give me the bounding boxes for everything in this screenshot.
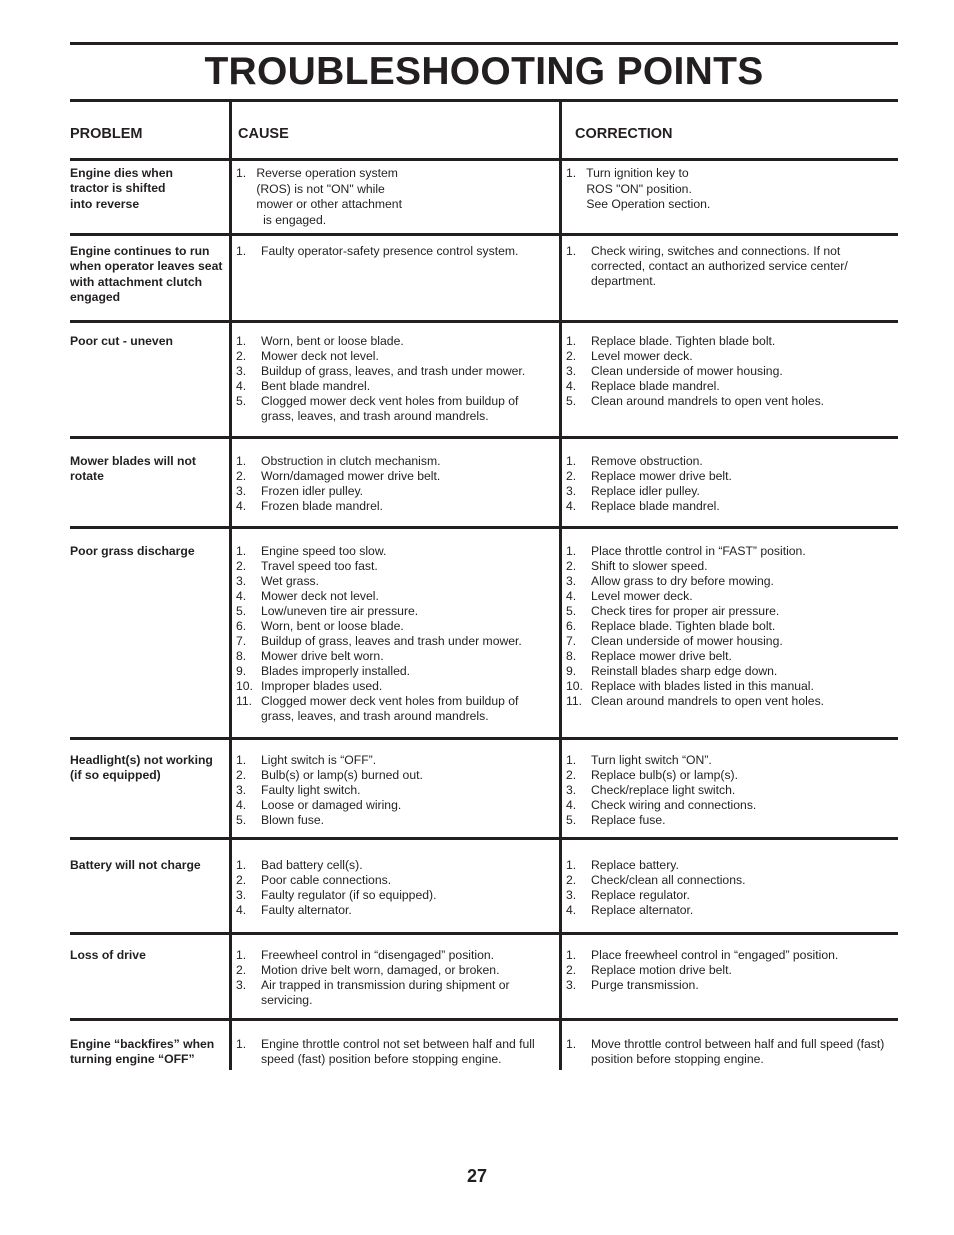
item-number: 4. — [236, 903, 247, 917]
cause-text: Travel speed too fast. — [261, 559, 378, 573]
correction-text: Replace regulator. — [591, 888, 690, 902]
item-number: 1. — [236, 244, 247, 258]
correction-line: ROS "ON" position. — [566, 181, 692, 196]
cause-text: Worn/damaged mower drive belt. — [261, 469, 441, 483]
cause-item — [236, 873, 551, 888]
correction-text: Check/replace light switch. — [591, 783, 736, 797]
item-number: 3. — [566, 783, 577, 797]
problem-cell — [70, 454, 230, 485]
item-number: 2. — [236, 469, 247, 483]
correction-list — [566, 454, 886, 514]
cause-item — [236, 858, 551, 873]
item-number: 4. — [236, 798, 247, 812]
top-rule — [70, 42, 898, 45]
cause-text: Low/uneven tire air pressure. — [261, 604, 419, 618]
correction-text: Level mower deck. — [591, 589, 693, 603]
correction-text: Reinstall blades sharp edge down. — [591, 664, 778, 678]
correction-item — [566, 978, 886, 993]
correction-item — [566, 334, 886, 349]
correction-item — [566, 888, 886, 903]
item-number: 4. — [566, 589, 577, 603]
cause-item — [236, 1037, 551, 1067]
item-number: 9. — [236, 664, 247, 678]
correction-item — [566, 903, 886, 918]
cause-item — [236, 664, 551, 679]
cause-line: mower or other attachment — [236, 197, 402, 211]
item-number: 10. — [236, 679, 253, 693]
cause-item — [236, 364, 551, 379]
correction-cell — [566, 166, 886, 213]
problem-line: engaged — [70, 289, 121, 304]
cause-item — [236, 589, 551, 604]
correction-text: Replace alternator. — [591, 903, 694, 917]
row-separator — [70, 526, 898, 529]
cause-text: Bulb(s) or lamp(s) burned out. — [261, 768, 423, 782]
correction-text: Replace mower drive belt. — [591, 469, 732, 483]
problem-line: with attachment clutch — [70, 274, 203, 289]
item-number: 2. — [236, 768, 247, 782]
row-separator — [70, 436, 898, 439]
item-number: 3. — [236, 783, 247, 797]
problem-line: (if so equipped) — [70, 768, 161, 783]
row-separator — [70, 233, 898, 236]
cause-item — [236, 574, 551, 589]
problem-line: Engine “backfires” when — [70, 1037, 215, 1051]
cause-item — [236, 634, 551, 649]
header-correction: CORRECTION — [575, 126, 673, 142]
item-number: 5. — [566, 604, 577, 618]
correction-text: Remove obstruction. — [591, 454, 703, 468]
item-number: 3. — [566, 364, 577, 378]
cause-text: Clogged mower deck vent holes from buildup of grass, leaves, and trash around mandrels. — [261, 694, 519, 723]
cause-text: Blades improperly installed. — [261, 664, 411, 678]
correction-item — [566, 798, 886, 813]
problem-cell — [70, 858, 230, 873]
cause-item — [236, 679, 551, 694]
correction-text: Level mower deck. — [591, 349, 693, 363]
problem-line: into reverse — [70, 196, 140, 211]
title-rule — [70, 99, 898, 102]
item-number: 5. — [236, 394, 247, 408]
cause-text: Engine speed too slow. — [261, 544, 387, 558]
correction-item — [566, 604, 886, 619]
correction-item — [566, 1037, 886, 1067]
correction-text: Replace mower drive belt. — [591, 649, 732, 663]
correction-list — [566, 753, 886, 828]
cause-item — [236, 454, 551, 469]
cause-item — [236, 499, 551, 514]
cause-item — [236, 813, 551, 828]
item-number: 1. — [566, 858, 577, 872]
problem-line: tractor is shifted — [70, 181, 166, 196]
row-separator — [70, 158, 898, 161]
item-number: 2. — [236, 873, 247, 887]
cause-text: Wet grass. — [261, 574, 320, 588]
correction-item — [566, 379, 886, 394]
item-number: 2. — [566, 873, 577, 887]
cause-item — [236, 768, 551, 783]
item-number: 2. — [566, 768, 577, 782]
cause-item — [236, 334, 551, 349]
correction-item — [566, 963, 886, 978]
row-separator — [70, 737, 898, 740]
item-number: 1. — [566, 544, 577, 558]
correction-item — [566, 574, 886, 589]
cause-list — [236, 454, 551, 514]
correction-item — [566, 679, 886, 694]
correction-item — [566, 948, 886, 963]
problem-line: rotate — [70, 469, 104, 484]
item-number: 4. — [566, 903, 577, 917]
page-number: 27 — [466, 1166, 488, 1186]
correction-list — [566, 244, 886, 289]
cause-text: Worn, bent or loose blade. — [261, 334, 404, 348]
cause-item — [236, 604, 551, 619]
item-number: 2. — [566, 349, 577, 363]
item-number: 3. — [236, 484, 247, 498]
correction-item — [566, 589, 886, 604]
item-number: 2. — [236, 559, 247, 573]
item-number: 1. — [236, 948, 247, 962]
correction-list — [566, 544, 886, 709]
cause-item — [236, 484, 551, 499]
item-number: 7. — [236, 634, 247, 648]
problem-cell — [70, 544, 230, 559]
correction-item — [566, 619, 886, 634]
row-separator — [70, 320, 898, 323]
problem-cell — [70, 334, 230, 349]
page-title: TROUBLESHOOTING POINTS — [204, 50, 764, 93]
item-number: 3. — [566, 978, 577, 992]
correction-item — [566, 244, 886, 289]
item-number: 6. — [566, 619, 577, 633]
item-number: 1. — [566, 948, 577, 962]
item-number: 1. — [566, 334, 577, 348]
cause-list — [236, 1037, 551, 1067]
cause-list — [236, 753, 551, 828]
item-number: 4. — [566, 379, 577, 393]
cause-item — [236, 649, 551, 664]
item-number: 11. — [566, 694, 583, 708]
cause-item — [236, 619, 551, 634]
correction-item — [566, 484, 886, 499]
item-number: 1. — [236, 454, 247, 468]
column-divider-2 — [559, 102, 562, 1070]
correction-line: 1. Turn ignition key to — [566, 166, 689, 180]
item-number: 5. — [566, 394, 577, 408]
item-number: 1. — [236, 334, 247, 348]
correction-item — [566, 813, 886, 828]
correction-text: Replace blade mandrel. — [591, 379, 720, 393]
problem-line: when operator leaves seat — [70, 259, 223, 274]
correction-item — [566, 499, 886, 514]
cause-text: Mower deck not level. — [261, 589, 379, 603]
cause-text: Bad battery cell(s). — [261, 858, 363, 872]
cause-item — [236, 783, 551, 798]
item-number: 1. — [236, 544, 247, 558]
item-number: 3. — [566, 484, 577, 498]
item-number: 4. — [566, 798, 577, 812]
cause-text: Obstruction in clutch mechanism. — [261, 454, 441, 468]
correction-list — [566, 858, 886, 918]
cause-text: Mower deck not level. — [261, 349, 379, 363]
item-number: 2. — [236, 349, 247, 363]
cause-item — [236, 888, 551, 903]
item-number: 4. — [566, 499, 577, 513]
cause-item — [236, 379, 551, 394]
item-number: 3. — [566, 574, 577, 588]
cause-item — [236, 694, 551, 724]
cause-text: Frozen blade mandrel. — [261, 499, 383, 513]
correction-text: Clean underside of mower housing. — [591, 364, 783, 378]
correction-text: Allow grass to dry before mowing. — [591, 574, 774, 588]
cause-item — [236, 753, 551, 768]
cause-text: Engine throttle control not set between half and full speed (fast) position before stopping engine. — [261, 1037, 535, 1066]
cause-item — [236, 394, 551, 424]
item-number: 5. — [566, 813, 577, 827]
cause-text: Light switch is “OFF”. — [261, 753, 377, 767]
correction-text: Purge transmission. — [591, 978, 699, 992]
problem-line: Engine dies when — [70, 166, 173, 180]
cause-text: Faulty alternator. — [261, 903, 352, 917]
item-number: 7. — [566, 634, 577, 648]
cause-item — [236, 244, 551, 259]
correction-text: Replace idler pulley. — [591, 484, 700, 498]
item-number: 2. — [566, 559, 577, 573]
cause-text: Loose or damaged wiring. — [261, 798, 402, 812]
correction-item — [566, 544, 886, 559]
problem-line: Poor cut - uneven — [70, 334, 173, 348]
cause-line: (ROS) is not "ON" while — [236, 181, 385, 196]
correction-item — [566, 454, 886, 469]
item-number: 3. — [236, 978, 247, 992]
item-number: 8. — [236, 649, 247, 663]
correction-line: See Operation section. — [566, 197, 711, 211]
correction-item — [566, 753, 886, 768]
problem-line: Poor grass discharge — [70, 544, 195, 558]
cause-text: Freewheel control in “disengaged” position. — [261, 948, 495, 962]
cause-text: Blown fuse. — [261, 813, 325, 827]
correction-item — [566, 349, 886, 364]
correction-item — [566, 858, 886, 873]
correction-text: Replace blade. Tighten blade bolt. — [591, 619, 776, 633]
problem-cell — [70, 753, 230, 784]
cause-list — [236, 858, 551, 918]
problem-cell — [70, 948, 230, 963]
problem-cell — [70, 1037, 230, 1068]
correction-text: Clean around mandrels to open vent holes. — [591, 394, 825, 408]
correction-list — [566, 1037, 886, 1067]
cause-list — [236, 948, 551, 1008]
item-number: 2. — [566, 469, 577, 483]
row-separator — [70, 932, 898, 935]
cause-list — [236, 244, 551, 259]
correction-text: Clean underside of mower housing. — [591, 634, 783, 648]
correction-item — [566, 469, 886, 484]
cause-line: is engaged. — [236, 212, 327, 227]
item-number: 1. — [566, 454, 577, 468]
correction-text: Replace fuse. — [591, 813, 666, 827]
correction-text: Check wiring, switches and connections. If not corrected, contact an authorized service center/ department. — [591, 244, 848, 288]
item-number: 4. — [236, 589, 247, 603]
item-number: 10. — [566, 679, 583, 693]
cause-item — [236, 469, 551, 484]
correction-list — [566, 948, 886, 993]
item-number: 4. — [236, 499, 247, 513]
cause-item — [236, 963, 551, 978]
item-number: 1. — [236, 753, 247, 767]
cause-text: Frozen idler pulley. — [261, 484, 364, 498]
problem-line: Battery will not charge — [70, 858, 201, 872]
item-number: 1. — [236, 858, 247, 872]
correction-text: Replace blade. Tighten blade bolt. — [591, 334, 776, 348]
cause-text: Worn, bent or loose blade. — [261, 619, 404, 633]
correction-text: Shift to slower speed. — [591, 559, 708, 573]
item-number: 1. — [566, 753, 577, 767]
correction-text: Replace bulb(s) or lamp(s). — [591, 768, 738, 782]
correction-text: Turn light switch “ON”. — [591, 753, 712, 767]
cause-text: Poor cable connections. — [261, 873, 392, 887]
row-separator — [70, 837, 898, 840]
row-separator — [70, 1018, 898, 1021]
cause-text: Buildup of grass, leaves, and trash under mower. — [261, 364, 526, 378]
item-number: 2. — [236, 963, 247, 977]
cause-list — [236, 334, 551, 424]
correction-item — [566, 664, 886, 679]
item-number: 2. — [566, 963, 577, 977]
cause-item — [236, 903, 551, 918]
cause-item — [236, 798, 551, 813]
cause-item — [236, 349, 551, 364]
item-number: 1. — [236, 1037, 247, 1051]
item-number: 5. — [236, 813, 247, 827]
item-number: 11. — [236, 694, 253, 708]
cause-text: Bent blade mandrel. — [261, 379, 371, 393]
cause-list — [236, 544, 551, 724]
cause-text: Mower drive belt worn. — [261, 649, 384, 663]
correction-item — [566, 694, 886, 709]
problem-line: turning engine “OFF” — [70, 1052, 195, 1067]
item-number: 3. — [236, 574, 247, 588]
correction-item — [566, 634, 886, 649]
item-number: 3. — [566, 888, 577, 902]
problem-cell — [70, 166, 230, 212]
correction-item — [566, 394, 886, 409]
cause-item — [236, 559, 551, 574]
cause-item — [236, 544, 551, 559]
item-number: 8. — [566, 649, 577, 663]
item-number: 1. — [566, 244, 577, 258]
correction-text: Check wiring and connections. — [591, 798, 757, 812]
cause-text: Clogged mower deck vent holes from buildup of grass, leaves, and trash around mandrels. — [261, 394, 519, 423]
item-number: 9. — [566, 664, 577, 678]
correction-item — [566, 768, 886, 783]
problem-cell — [70, 244, 230, 305]
correction-text: Move throttle control between half and full speed (fast) position before stopping engine. — [591, 1037, 885, 1066]
cause-cell — [236, 166, 551, 228]
correction-item — [566, 649, 886, 664]
correction-text: Place throttle control in “FAST” position. — [591, 544, 806, 558]
item-number: 1. — [566, 1037, 577, 1051]
correction-text: Check tires for proper air pressure. — [591, 604, 780, 618]
correction-text: Place freewheel control in “engaged” position. — [591, 948, 839, 962]
correction-item — [566, 783, 886, 798]
cause-item — [236, 948, 551, 963]
item-number: 5. — [236, 604, 247, 618]
correction-item — [566, 873, 886, 888]
cause-text: Motion drive belt worn, damaged, or broken. — [261, 963, 500, 977]
correction-item — [566, 559, 886, 574]
item-number: 3. — [236, 364, 247, 378]
item-number: 4. — [236, 379, 247, 393]
header-cause: CAUSE — [238, 126, 289, 142]
cause-text: Faulty operator-safety presence control system. — [261, 244, 519, 258]
correction-text: Replace with blades listed in this manual. — [591, 679, 814, 693]
cause-text: Faulty light switch. — [261, 783, 361, 797]
problem-line: Engine continues to run — [70, 244, 210, 258]
correction-text: Clean around mandrels to open vent holes. — [591, 694, 825, 708]
correction-text: Replace blade mandrel. — [591, 499, 720, 513]
correction-text: Replace motion drive belt. — [591, 963, 732, 977]
cause-text: Buildup of grass, leaves and trash under mower. — [261, 634, 522, 648]
header-problem: PROBLEM — [70, 126, 143, 142]
cause-text: Air trapped in transmission during shipment or servicing. — [261, 978, 510, 1007]
cause-line: 1. Reverse operation system — [236, 166, 398, 180]
item-number: 3. — [236, 888, 247, 902]
problem-line: Headlight(s) not working — [70, 753, 213, 767]
cause-item — [236, 978, 551, 1008]
correction-text: Check/clean all connections. — [591, 873, 746, 887]
cause-text: Faulty regulator (if so equipped). — [261, 888, 437, 902]
item-number: 6. — [236, 619, 247, 633]
correction-item — [566, 364, 886, 379]
problem-line: Mower blades will not — [70, 454, 196, 468]
cause-text: Improper blades used. — [261, 679, 383, 693]
correction-text: Replace battery. — [591, 858, 679, 872]
correction-list — [566, 334, 886, 409]
problem-line: Loss of drive — [70, 948, 146, 962]
